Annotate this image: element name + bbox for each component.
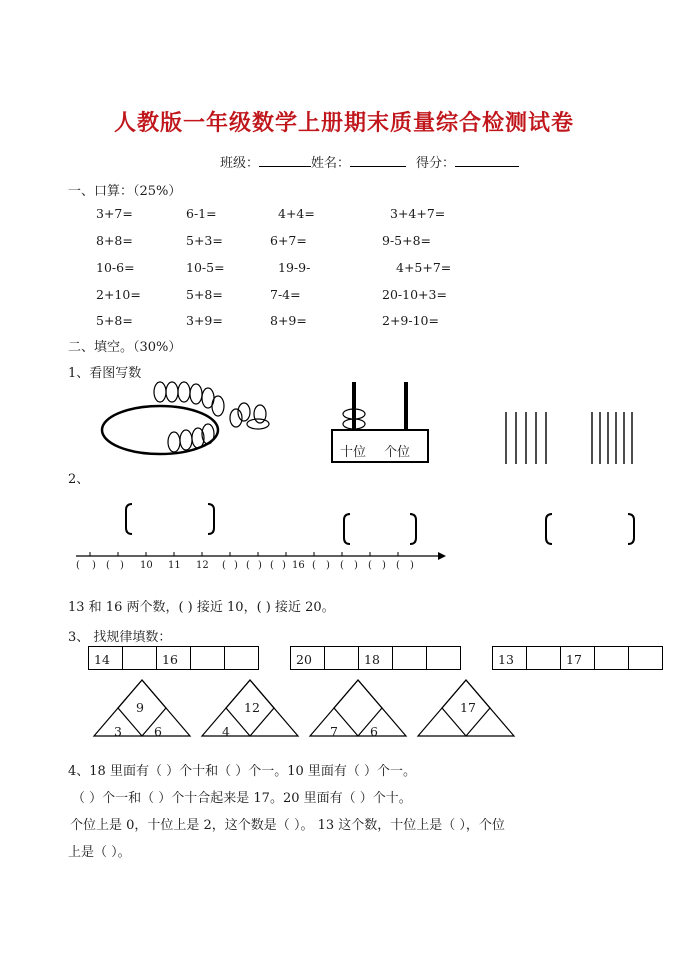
triangle-top-number: 12 [244,700,260,715]
arith-item: 4+5+7= [396,260,452,275]
arith-item: 19-9- [278,260,311,275]
q3-label: 3、 找规律填数： [68,630,172,645]
counting-circles-figure [98,378,278,458]
triangle-left-number: 7 [330,724,338,739]
numberline-figure [70,498,450,568]
abacus-ones-label: 个位 [384,445,411,460]
triangle-puzzle [308,678,408,738]
name-blank[interactable] [350,154,406,167]
numberline-label: ) [354,560,358,571]
numberline-label: ) [382,560,386,571]
numberline-label: ) [410,560,414,571]
arith-item: 7-4= [270,287,301,302]
arith-item: 8+8= [96,233,133,248]
numberline-label: ( [222,560,226,571]
numberline-label: ( [76,560,80,571]
numberline-label: ( [246,560,250,571]
numberline-label: 10 [140,560,153,571]
bracket-pair-right [480,508,640,552]
numberline-label: ( [312,560,316,571]
arith-item: 2+10= [96,287,141,302]
numberline-label: ( [368,560,372,571]
numberline-label: ( [340,560,344,571]
q1-label: 1、看图写数 [68,366,142,381]
pattern-cell[interactable] [122,646,157,670]
triangle-right-number: 6 [154,724,162,739]
q4-line3: 个位上是 0，十位上是 2，这个数是（ ）。 13 这个数，十位上是（ ），个位 [70,818,505,833]
pattern-cell[interactable] [392,646,427,670]
arith-item: 2+9-10= [382,313,439,328]
numberline-label: 12 [196,560,209,571]
pattern-cell[interactable] [594,646,629,670]
arith-item: 9-5+8= [382,233,432,248]
q4-line2: （ ）个一和（ ）个十合起来是 17。20 里面有（ ）个十。 [72,791,412,806]
section1-heading: 一、口算：（25%） [68,184,182,199]
triangle-right-number: 6 [370,724,378,739]
numberline-label: ) [326,560,330,571]
arith-item: 3+4+7= [390,206,446,221]
arith-item: 3+9= [186,313,223,328]
pattern-cell[interactable] [628,646,663,670]
numberline-label: ( [106,560,110,571]
pattern-cell-value: 18 [364,652,380,667]
abacus-tens-label: 十位 [340,445,367,460]
student-info-line [220,152,519,171]
q2-label: 2、 [68,472,90,487]
arith-item: 6+7= [270,233,307,248]
numberline-label: ) [234,560,238,571]
numberline-label: 11 [168,560,181,571]
pattern-cell[interactable] [526,646,561,670]
pattern-cell-value: 13 [498,652,514,667]
pattern-cell[interactable] [324,646,359,670]
q4-line4: 上是（ ）。 [68,845,131,860]
arith-item: 4+4= [278,206,315,221]
pattern-cell[interactable] [190,646,225,670]
arith-item: 5+3= [186,233,223,248]
triangle-left-number: 3 [114,724,122,739]
page-title: 人教版一年级数学上册期末质量综合检测试卷 [113,110,574,136]
pattern-cell-value: 20 [296,652,312,667]
arith-item: 6-1= [186,206,217,221]
triangle-left-number: 4 [222,724,230,739]
arith-item: 10-6= [96,260,135,275]
arith-item: 8+9= [270,313,307,328]
class-label: 班级： [220,156,260,171]
triangle-top-number: 9 [136,700,144,715]
q2-sentence: 13 和 16 两个数，( ) 接近 10，( ) 接近 20。 [68,600,335,615]
section2-heading: 二、填空。（30%） [68,340,182,355]
score-blank[interactable] [455,154,519,167]
arith-item: 5+8= [186,287,223,302]
arith-item: 10-5= [186,260,225,275]
score-label: 得分： [416,156,456,171]
q4-line1: 4、18 里面有（ ）个十和（ ）个一。10 里面有（ ）个一。 [68,764,417,779]
pattern-cell-value: 17 [566,652,582,667]
numberline-label: ( [270,560,274,571]
numberline-label: ) [120,560,124,571]
pattern-cell[interactable] [224,646,259,670]
pattern-cell[interactable] [426,646,461,670]
numberline-label: ) [282,560,286,571]
pattern-cell-value: 16 [162,652,178,667]
pattern-cell-value: 14 [94,652,110,667]
arith-item: 5+8= [96,313,133,328]
numberline-label: ( [396,560,400,571]
numberline-label: ) [258,560,262,571]
class-blank[interactable] [259,154,311,167]
numberline-label: 16 [292,560,305,571]
numberline-label: ) [92,560,96,571]
name-label: 姓名： [311,156,351,171]
sticks-figure [500,410,640,466]
arith-item: 20-10+3= [382,287,447,302]
triangle-top-number: 17 [460,700,476,715]
arith-item: 3+7= [96,206,133,221]
